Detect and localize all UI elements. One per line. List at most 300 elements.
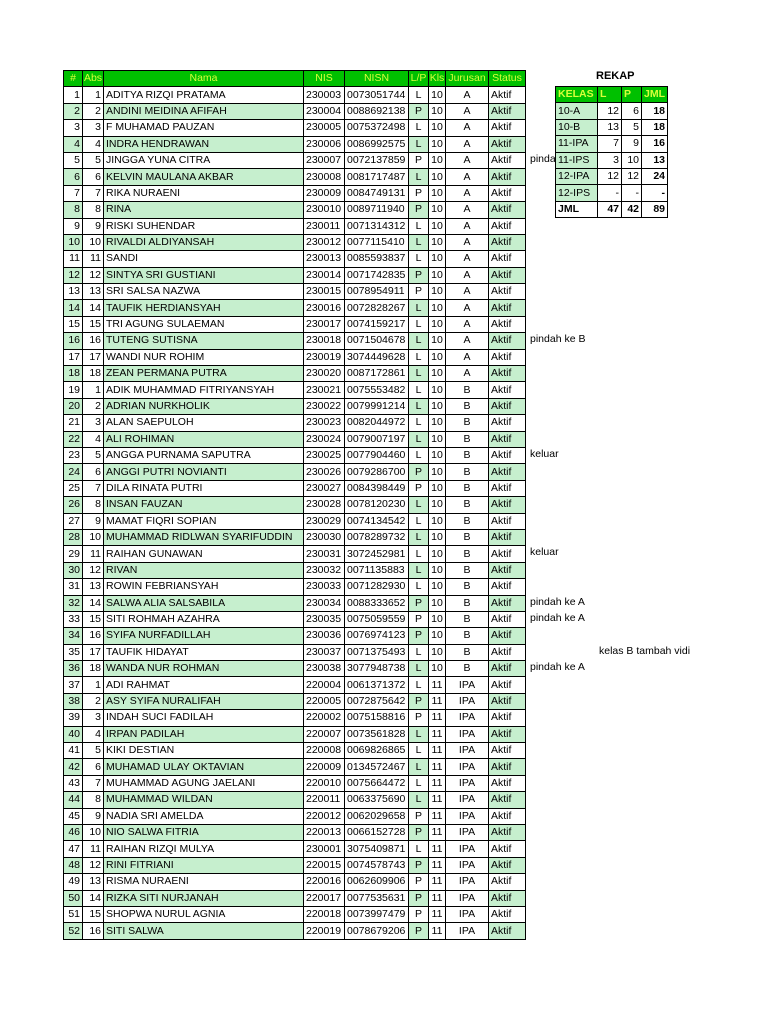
rekap-kelas[interactable]: 11-IPS: [556, 152, 598, 168]
cell-abs[interactable]: 12: [83, 857, 104, 873]
cell-no[interactable]: 33: [64, 611, 83, 627]
cell-no[interactable]: 49: [64, 874, 83, 890]
cell-lp[interactable]: P: [409, 152, 429, 168]
cell-no[interactable]: 31: [64, 579, 83, 595]
cell-lp[interactable]: L: [409, 775, 429, 791]
cell-nis[interactable]: 220005: [304, 693, 345, 709]
cell-nisn[interactable]: 0079991214: [345, 398, 409, 414]
cell-nisn[interactable]: 0085593837: [345, 251, 409, 267]
cell-jurusan[interactable]: A: [446, 103, 489, 119]
cell-kls[interactable]: 11: [429, 874, 446, 890]
cell-nisn[interactable]: 0081717487: [345, 169, 409, 185]
cell-kls[interactable]: 10: [429, 120, 446, 136]
table-row[interactable]: [64, 595, 526, 611]
cell-nis[interactable]: 230008: [304, 169, 345, 185]
cell-lp[interactable]: L: [409, 234, 429, 250]
cell-status[interactable]: Aktif: [489, 595, 526, 611]
cell-lp[interactable]: L: [409, 316, 429, 332]
cell-lp[interactable]: L: [409, 562, 429, 578]
cell-abs[interactable]: 13: [83, 874, 104, 890]
cell-nis[interactable]: 230012: [304, 234, 345, 250]
cell-jurusan[interactable]: B: [446, 546, 489, 562]
cell-nis[interactable]: 230018: [304, 333, 345, 349]
cell-kls[interactable]: 10: [429, 611, 446, 627]
cell-nama[interactable]: TRI AGUNG SULAEMAN: [104, 316, 304, 332]
cell-nis[interactable]: 230007: [304, 152, 345, 168]
cell-no[interactable]: 6: [64, 169, 83, 185]
cell-lp[interactable]: P: [409, 693, 429, 709]
cell-no[interactable]: 36: [64, 661, 83, 677]
cell-abs[interactable]: 14: [83, 890, 104, 906]
cell-lp[interactable]: P: [409, 103, 429, 119]
cell-abs[interactable]: 14: [83, 595, 104, 611]
cell-status[interactable]: Aktif: [489, 775, 526, 791]
cell-nisn[interactable]: 0089711940: [345, 202, 409, 218]
cell-abs[interactable]: 10: [83, 234, 104, 250]
cell-no[interactable]: 43: [64, 775, 83, 791]
cell-nama[interactable]: RIVAN: [104, 562, 304, 578]
cell-status[interactable]: Aktif: [489, 398, 526, 414]
cell-kls[interactable]: 10: [429, 152, 446, 168]
cell-nama[interactable]: ASY SYIFA NURALIFAH: [104, 693, 304, 709]
cell-lp[interactable]: P: [409, 480, 429, 496]
cell-nama[interactable]: ADITYA RIZQI PRATAMA: [104, 87, 304, 103]
cell-nis[interactable]: 220017: [304, 890, 345, 906]
rekap-jml[interactable]: 24: [642, 168, 668, 184]
cell-nisn[interactable]: 3077948738: [345, 661, 409, 677]
table-row[interactable]: [64, 398, 526, 414]
cell-status[interactable]: Aktif: [489, 185, 526, 201]
cell-jurusan[interactable]: B: [446, 464, 489, 480]
cell-lp[interactable]: L: [409, 349, 429, 365]
cell-nama[interactable]: SITI ROHMAH AZAHRA: [104, 611, 304, 627]
table-row[interactable]: [64, 251, 526, 267]
cell-status[interactable]: Aktif: [489, 513, 526, 529]
table-row[interactable]: [64, 529, 526, 545]
cell-jurusan[interactable]: A: [446, 185, 489, 201]
cell-abs[interactable]: 13: [83, 284, 104, 300]
cell-jurusan[interactable]: A: [446, 87, 489, 103]
table-row[interactable]: [64, 120, 526, 136]
cell-lp[interactable]: L: [409, 366, 429, 382]
cell-nisn[interactable]: 3074449628: [345, 349, 409, 365]
cell-nis[interactable]: 220011: [304, 792, 345, 808]
header-lp[interactable]: L/P: [409, 71, 429, 87]
cell-kls[interactable]: 10: [429, 300, 446, 316]
cell-abs[interactable]: 6: [83, 169, 104, 185]
cell-nisn[interactable]: 0079286700: [345, 464, 409, 480]
cell-abs[interactable]: 9: [83, 808, 104, 824]
cell-kls[interactable]: 10: [429, 185, 446, 201]
cell-jurusan[interactable]: IPA: [446, 923, 489, 939]
cell-abs[interactable]: 15: [83, 611, 104, 627]
cell-abs[interactable]: 2: [83, 693, 104, 709]
cell-lp[interactable]: L: [409, 251, 429, 267]
cell-status[interactable]: Aktif: [489, 202, 526, 218]
cell-kls[interactable]: 10: [429, 382, 446, 398]
cell-kls[interactable]: 10: [429, 87, 446, 103]
cell-nisn[interactable]: 0077535631: [345, 890, 409, 906]
cell-status[interactable]: Aktif: [489, 284, 526, 300]
cell-kls[interactable]: 10: [429, 169, 446, 185]
cell-kls[interactable]: 10: [429, 464, 446, 480]
cell-jurusan[interactable]: B: [446, 562, 489, 578]
cell-nis[interactable]: 230004: [304, 103, 345, 119]
table-row[interactable]: [64, 546, 526, 562]
cell-no[interactable]: 48: [64, 857, 83, 873]
cell-lp[interactable]: L: [409, 546, 429, 562]
cell-nama[interactable]: MUHAMMAD AGUNG JAELANI: [104, 775, 304, 791]
cell-kls[interactable]: 10: [429, 513, 446, 529]
cell-lp[interactable]: L: [409, 529, 429, 545]
cell-lp[interactable]: L: [409, 726, 429, 742]
cell-no[interactable]: 5: [64, 152, 83, 168]
cell-kls[interactable]: 10: [429, 529, 446, 545]
cell-nisn[interactable]: 0082044972: [345, 415, 409, 431]
rekap-l[interactable]: L: [598, 87, 622, 103]
cell-nisn[interactable]: 0074578743: [345, 857, 409, 873]
cell-status[interactable]: Aktif: [489, 316, 526, 332]
cell-status[interactable]: Aktif: [489, 923, 526, 939]
cell-nisn[interactable]: 0079007197: [345, 431, 409, 447]
rekap-p[interactable]: 6: [622, 103, 642, 119]
cell-nisn[interactable]: 0134572467: [345, 759, 409, 775]
cell-nis[interactable]: 220016: [304, 874, 345, 890]
cell-kls[interactable]: 11: [429, 677, 446, 693]
cell-kls[interactable]: 11: [429, 906, 446, 922]
cell-nis[interactable]: 220002: [304, 710, 345, 726]
cell-no[interactable]: 20: [64, 398, 83, 414]
cell-no[interactable]: 2: [64, 103, 83, 119]
cell-nama[interactable]: INDAH SUCI FADILAH: [104, 710, 304, 726]
cell-abs[interactable]: 15: [83, 906, 104, 922]
cell-status[interactable]: Aktif: [489, 874, 526, 890]
table-row[interactable]: [64, 480, 526, 496]
cell-nisn[interactable]: 0072137859: [345, 152, 409, 168]
cell-jurusan[interactable]: IPA: [446, 792, 489, 808]
cell-status[interactable]: Aktif: [489, 890, 526, 906]
cell-nisn[interactable]: 0078679206: [345, 923, 409, 939]
cell-abs[interactable]: 2: [83, 103, 104, 119]
cell-status[interactable]: Aktif: [489, 906, 526, 922]
cell-jurusan[interactable]: A: [446, 152, 489, 168]
cell-lp[interactable]: L: [409, 661, 429, 677]
cell-nama[interactable]: WANDI NUR ROHIM: [104, 349, 304, 365]
table-row[interactable]: [64, 333, 526, 349]
cell-abs[interactable]: 4: [83, 431, 104, 447]
cell-jurusan[interactable]: IPA: [446, 759, 489, 775]
table-row[interactable]: [64, 464, 526, 480]
cell-no[interactable]: 8: [64, 202, 83, 218]
header-nis[interactable]: NIS: [304, 71, 345, 87]
cell-no[interactable]: 41: [64, 743, 83, 759]
cell-nama[interactable]: WANDA NUR ROHMAN: [104, 661, 304, 677]
cell-status[interactable]: Aktif: [489, 611, 526, 627]
cell-kls[interactable]: 10: [429, 415, 446, 431]
cell-nis[interactable]: 220004: [304, 677, 345, 693]
cell-nama[interactable]: SHOPWA NURUL AGNIA: [104, 906, 304, 922]
table-row[interactable]: [64, 841, 526, 857]
cell-nama[interactable]: ANGGA PURNAMA SAPUTRA: [104, 447, 304, 463]
cell-jurusan[interactable]: IPA: [446, 743, 489, 759]
cell-abs[interactable]: 11: [83, 546, 104, 562]
cell-nis[interactable]: 230016: [304, 300, 345, 316]
cell-nis[interactable]: 230034: [304, 595, 345, 611]
cell-nisn[interactable]: 0087172861: [345, 366, 409, 382]
cell-lp[interactable]: P: [409, 284, 429, 300]
cell-lp[interactable]: P: [409, 267, 429, 283]
cell-no[interactable]: 29: [64, 546, 83, 562]
cell-no[interactable]: 16: [64, 333, 83, 349]
table-row[interactable]: [64, 611, 526, 627]
cell-no[interactable]: 18: [64, 366, 83, 382]
cell-nisn[interactable]: 0072828267: [345, 300, 409, 316]
cell-nama[interactable]: SINTYA SRI GUSTIANI: [104, 267, 304, 283]
cell-abs[interactable]: 6: [83, 759, 104, 775]
cell-no[interactable]: 50: [64, 890, 83, 906]
table-row[interactable]: [64, 890, 526, 906]
cell-nama[interactable]: ADI RAHMAT: [104, 677, 304, 693]
cell-lp[interactable]: L: [409, 759, 429, 775]
cell-nis[interactable]: 220010: [304, 775, 345, 791]
cell-no[interactable]: 42: [64, 759, 83, 775]
cell-status[interactable]: Aktif: [489, 546, 526, 562]
cell-jurusan[interactable]: IPA: [446, 906, 489, 922]
cell-abs[interactable]: 8: [83, 497, 104, 513]
cell-status[interactable]: Aktif: [489, 218, 526, 234]
cell-lp[interactable]: L: [409, 579, 429, 595]
cell-jurusan[interactable]: A: [446, 202, 489, 218]
cell-jurusan[interactable]: A: [446, 251, 489, 267]
cell-nama[interactable]: ANGGI PUTRI NOVIANTI: [104, 464, 304, 480]
cell-nama[interactable]: TUTENG SUTISNA: [104, 333, 304, 349]
cell-lp[interactable]: L: [409, 497, 429, 513]
cell-kls[interactable]: 11: [429, 693, 446, 709]
cell-nis[interactable]: 230037: [304, 644, 345, 660]
cell-nama[interactable]: ANDINI MEIDINA AFIFAH: [104, 103, 304, 119]
cell-nisn[interactable]: 0075553482: [345, 382, 409, 398]
cell-abs[interactable]: 1: [83, 382, 104, 398]
cell-jurusan[interactable]: A: [446, 366, 489, 382]
cell-nisn[interactable]: 0073997479: [345, 906, 409, 922]
cell-nama[interactable]: SANDI: [104, 251, 304, 267]
cell-status[interactable]: Aktif: [489, 169, 526, 185]
cell-abs[interactable]: 18: [83, 366, 104, 382]
cell-nisn[interactable]: 0073561828: [345, 726, 409, 742]
table-row[interactable]: [64, 169, 526, 185]
cell-nama[interactable]: SITI SALWA: [104, 923, 304, 939]
cell-jurusan[interactable]: B: [446, 447, 489, 463]
cell-jurusan[interactable]: B: [446, 415, 489, 431]
header-nisn[interactable]: NISN: [345, 71, 409, 87]
cell-abs[interactable]: 7: [83, 775, 104, 791]
cell-no[interactable]: 32: [64, 595, 83, 611]
table-row[interactable]: [64, 677, 526, 693]
cell-nisn[interactable]: 0062029658: [345, 808, 409, 824]
cell-status[interactable]: Aktif: [489, 300, 526, 316]
rekap-l[interactable]: 47: [598, 201, 622, 217]
cell-jurusan[interactable]: A: [446, 218, 489, 234]
table-row[interactable]: [64, 300, 526, 316]
cell-abs[interactable]: 18: [83, 661, 104, 677]
cell-jurusan[interactable]: IPA: [446, 890, 489, 906]
cell-jurusan[interactable]: B: [446, 611, 489, 627]
cell-lp[interactable]: L: [409, 513, 429, 529]
header-status[interactable]: Status: [489, 71, 526, 87]
cell-nisn[interactable]: 0074159217: [345, 316, 409, 332]
cell-nisn[interactable]: 0071375493: [345, 644, 409, 660]
cell-status[interactable]: Aktif: [489, 644, 526, 660]
table-row[interactable]: [64, 644, 526, 660]
cell-jurusan[interactable]: B: [446, 497, 489, 513]
rekap-l[interactable]: 3: [598, 152, 622, 168]
cell-nisn[interactable]: 0078289732: [345, 529, 409, 545]
table-row[interactable]: [64, 152, 526, 168]
cell-status[interactable]: Aktif: [489, 415, 526, 431]
cell-nisn[interactable]: 0063375690: [345, 792, 409, 808]
rekap-p[interactable]: 10: [622, 152, 642, 168]
cell-status[interactable]: Aktif: [489, 349, 526, 365]
table-row[interactable]: [64, 726, 526, 742]
cell-abs[interactable]: 8: [83, 202, 104, 218]
cell-kls[interactable]: 10: [429, 431, 446, 447]
cell-nisn[interactable]: 0078120230: [345, 497, 409, 513]
cell-nama[interactable]: ZEAN PERMANA PUTRA: [104, 366, 304, 382]
table-row[interactable]: [64, 447, 526, 463]
cell-status[interactable]: Aktif: [489, 579, 526, 595]
cell-nisn[interactable]: 0073051744: [345, 87, 409, 103]
cell-status[interactable]: Aktif: [489, 497, 526, 513]
cell-nis[interactable]: 230009: [304, 185, 345, 201]
cell-no[interactable]: 25: [64, 480, 83, 496]
cell-nis[interactable]: 230021: [304, 382, 345, 398]
cell-jurusan[interactable]: IPA: [446, 775, 489, 791]
cell-no[interactable]: 34: [64, 628, 83, 644]
header-no[interactable]: #: [64, 71, 83, 87]
cell-nisn[interactable]: 0088692138: [345, 103, 409, 119]
cell-lp[interactable]: P: [409, 890, 429, 906]
rekap-jml[interactable]: -: [642, 185, 668, 201]
cell-nisn[interactable]: 0061371372: [345, 677, 409, 693]
header-kls[interactable]: Kls: [429, 71, 446, 87]
cell-nis[interactable]: 230031: [304, 546, 345, 562]
cell-nisn[interactable]: 0072875642: [345, 693, 409, 709]
cell-lp[interactable]: P: [409, 464, 429, 480]
cell-jurusan[interactable]: A: [446, 267, 489, 283]
cell-nisn[interactable]: 0075664472: [345, 775, 409, 791]
cell-abs[interactable]: 9: [83, 513, 104, 529]
cell-jurusan[interactable]: B: [446, 513, 489, 529]
cell-no[interactable]: 45: [64, 808, 83, 824]
cell-lp[interactable]: P: [409, 906, 429, 922]
cell-nama[interactable]: NIO SALWA FITRIA: [104, 824, 304, 840]
cell-nama[interactable]: ALAN SAEPULOH: [104, 415, 304, 431]
header-jurusan[interactable]: Jurusan: [446, 71, 489, 87]
cell-jurusan[interactable]: A: [446, 169, 489, 185]
cell-nama[interactable]: RISKI SUHENDAR: [104, 218, 304, 234]
cell-nisn[interactable]: 0077904460: [345, 447, 409, 463]
table-row[interactable]: [64, 431, 526, 447]
cell-nisn[interactable]: 0071742835: [345, 267, 409, 283]
rekap-jml[interactable]: 89: [642, 201, 668, 217]
cell-status[interactable]: Aktif: [489, 366, 526, 382]
cell-kls[interactable]: 10: [429, 218, 446, 234]
cell-kls[interactable]: 10: [429, 349, 446, 365]
cell-abs[interactable]: 8: [83, 792, 104, 808]
cell-kls[interactable]: 11: [429, 824, 446, 840]
cell-kls[interactable]: 10: [429, 595, 446, 611]
cell-nisn[interactable]: 0071282930: [345, 579, 409, 595]
cell-lp[interactable]: P: [409, 808, 429, 824]
cell-lp[interactable]: L: [409, 136, 429, 152]
cell-lp[interactable]: L: [409, 87, 429, 103]
cell-jurusan[interactable]: IPA: [446, 677, 489, 693]
rekap-jml[interactable]: 16: [642, 136, 668, 152]
cell-kls[interactable]: 10: [429, 644, 446, 660]
cell-no[interactable]: 12: [64, 267, 83, 283]
rekap-kelas[interactable]: 10-A: [556, 103, 598, 119]
cell-lp[interactable]: P: [409, 611, 429, 627]
cell-nisn[interactable]: 0088333652: [345, 595, 409, 611]
cell-nisn[interactable]: 0077115410: [345, 234, 409, 250]
cell-nis[interactable]: 220009: [304, 759, 345, 775]
cell-status[interactable]: Aktif: [489, 759, 526, 775]
cell-kls[interactable]: 10: [429, 579, 446, 595]
cell-no[interactable]: 26: [64, 497, 83, 513]
cell-lp[interactable]: P: [409, 824, 429, 840]
cell-abs[interactable]: 1: [83, 677, 104, 693]
cell-kls[interactable]: 11: [429, 792, 446, 808]
rekap-jml[interactable]: 18: [642, 103, 668, 119]
cell-nisn[interactable]: 0075158816: [345, 710, 409, 726]
cell-nama[interactable]: RISMA NURAENI: [104, 874, 304, 890]
cell-no[interactable]: 22: [64, 431, 83, 447]
cell-status[interactable]: Aktif: [489, 562, 526, 578]
table-row[interactable]: [64, 628, 526, 644]
cell-nama[interactable]: INDRA HENDRAWAN: [104, 136, 304, 152]
cell-abs[interactable]: 3: [83, 710, 104, 726]
cell-no[interactable]: 52: [64, 923, 83, 939]
cell-lp[interactable]: L: [409, 743, 429, 759]
cell-nama[interactable]: RINI FITRIANI: [104, 857, 304, 873]
cell-no[interactable]: 24: [64, 464, 83, 480]
rekap-l[interactable]: -: [598, 185, 622, 201]
rekap-l[interactable]: 13: [598, 119, 622, 135]
cell-kls[interactable]: 10: [429, 103, 446, 119]
cell-nisn[interactable]: 0075059559: [345, 611, 409, 627]
cell-nis[interactable]: 220008: [304, 743, 345, 759]
table-row[interactable]: [64, 808, 526, 824]
cell-abs[interactable]: 10: [83, 824, 104, 840]
cell-abs[interactable]: 14: [83, 300, 104, 316]
cell-abs[interactable]: 5: [83, 743, 104, 759]
rekap-p[interactable]: 9: [622, 136, 642, 152]
cell-kls[interactable]: 11: [429, 775, 446, 791]
cell-nama[interactable]: MUHAMMAD WILDAN: [104, 792, 304, 808]
cell-nis[interactable]: 220015: [304, 857, 345, 873]
cell-nis[interactable]: 230017: [304, 316, 345, 332]
cell-jurusan[interactable]: A: [446, 316, 489, 332]
cell-status[interactable]: Aktif: [489, 743, 526, 759]
cell-nis[interactable]: 230036: [304, 628, 345, 644]
cell-jurusan[interactable]: B: [446, 661, 489, 677]
cell-lp[interactable]: L: [409, 415, 429, 431]
table-row[interactable]: [64, 218, 526, 234]
cell-status[interactable]: Aktif: [489, 841, 526, 857]
cell-no[interactable]: 51: [64, 906, 83, 922]
cell-nama[interactable]: SRI SALSA NAZWA: [104, 284, 304, 300]
cell-status[interactable]: Aktif: [489, 267, 526, 283]
